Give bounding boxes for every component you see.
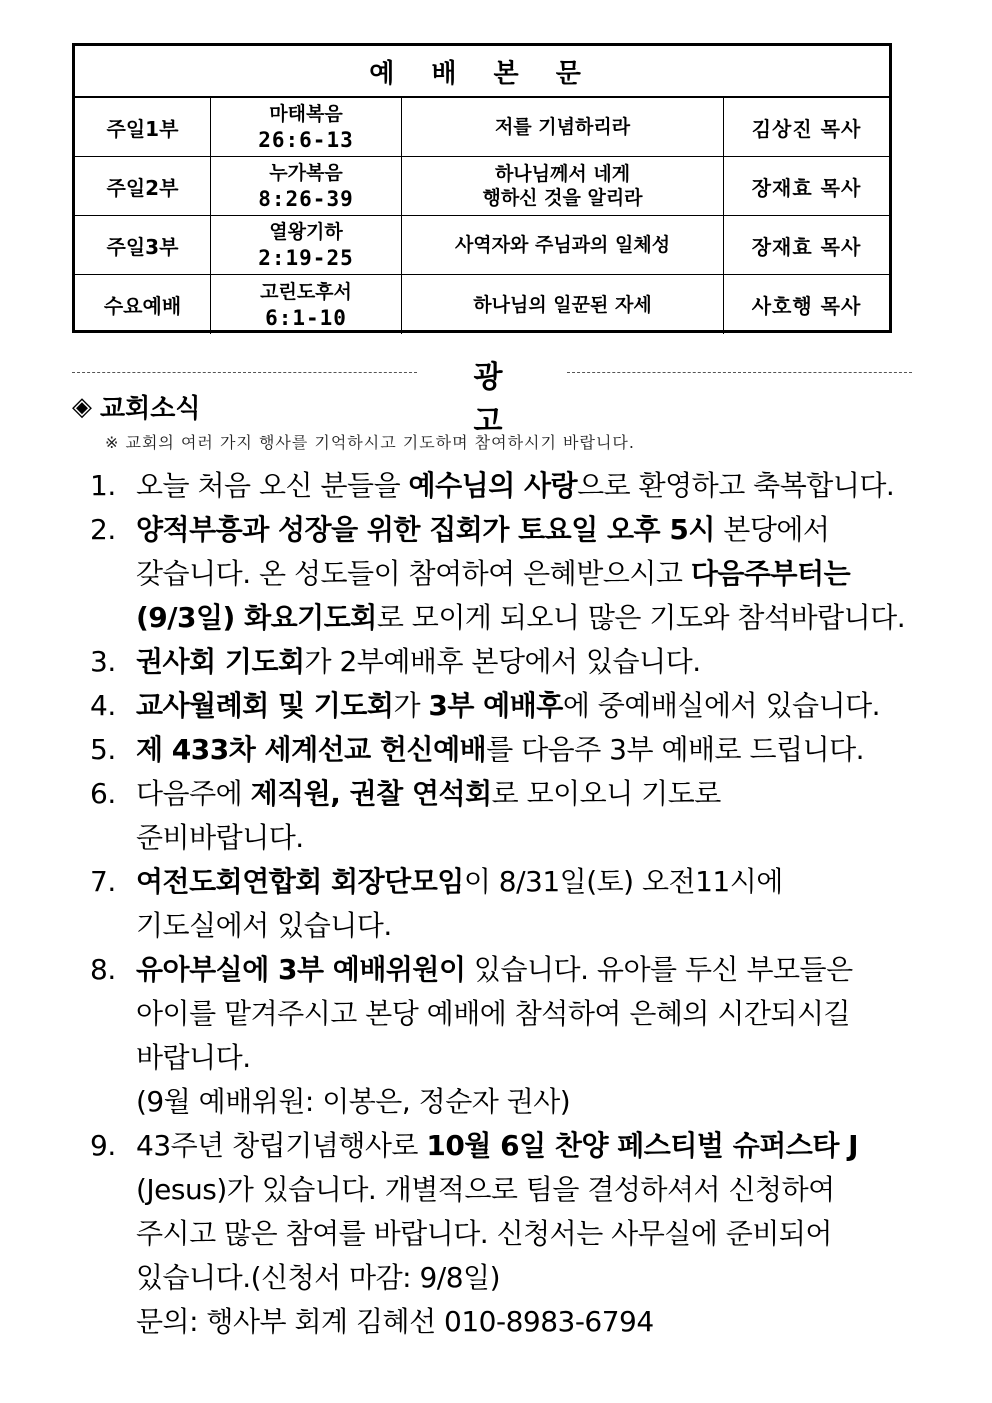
- scripture-book: 마태복음: [269, 103, 343, 125]
- item-line: [136, 552, 920, 596]
- item-line: [136, 1036, 920, 1080]
- item-text: [136, 684, 920, 728]
- sermon-title: [402, 216, 724, 274]
- emphasis-text: 양적부흥과 성장을 위한 집회가 토요일 오후 5시: [136, 513, 715, 546]
- sermon-title-line: 행하신 것을 알리라: [482, 187, 643, 209]
- scripture-book: 누가복음: [269, 162, 343, 184]
- list-item: [90, 684, 920, 728]
- plain-text: 준비바랍니다.: [136, 821, 304, 854]
- plain-text: 다음주에: [136, 777, 251, 810]
- announcement-title: 광 고: [473, 360, 531, 439]
- item-line: [136, 1256, 920, 1300]
- item-text: [136, 948, 920, 1124]
- item-number: 5.: [90, 733, 116, 766]
- sermon-title: [402, 98, 724, 156]
- item-line: [136, 1080, 920, 1124]
- emphasis-text: 제 433차 세계선교 헌신예배: [136, 733, 487, 766]
- scripture-verse: 26:6-13: [258, 128, 354, 152]
- item-text: [136, 640, 920, 684]
- sermon-title-line: 하나님께서 네게: [494, 163, 631, 185]
- item-line: [136, 948, 920, 992]
- plain-text: 기도실에서 있습니다.: [136, 909, 392, 942]
- section-note: ※ 교회의 여러 가지 행사를 기억하시고 기도하며 참여하시기 바랍니다.: [105, 433, 635, 452]
- service-name: 주일3부: [75, 216, 211, 274]
- item-number: 4.: [90, 689, 116, 722]
- item-line: [136, 1124, 920, 1168]
- list-item: [90, 772, 920, 860]
- item-line: [136, 464, 920, 508]
- plain-text: 로 모이오니 기도로: [491, 777, 721, 810]
- item-text: [136, 508, 920, 640]
- emphasis-text: 제직원, 권찰 연석회: [250, 777, 492, 810]
- item-text: [136, 1124, 920, 1344]
- table-row: [75, 98, 889, 157]
- list-item: [90, 464, 920, 508]
- preacher-name: 장재효 목사: [751, 234, 862, 259]
- plain-text: 가 2부예배후 본당에서 있습니다.: [304, 645, 701, 678]
- list-item: [90, 508, 920, 640]
- plain-text: 에 중예배실에서 있습니다.: [562, 689, 881, 722]
- item-line: [136, 1168, 920, 1212]
- service-name: 주일1부: [75, 98, 211, 156]
- service-name: 주일2부: [75, 157, 211, 215]
- plain-text: (Jesus)가 있습니다. 개별적으로 팀을 결성하셔서 신청하여: [136, 1173, 835, 1206]
- item-line: [136, 596, 920, 640]
- sermon-title-line: 사역자와 주님과의 일체성: [454, 234, 671, 256]
- scripture-book: 열왕기하: [269, 221, 343, 243]
- emphasis-text: 10월 6일 찬양 페스티벌 슈퍼스타 J: [426, 1129, 859, 1162]
- item-number: 6.: [90, 777, 116, 810]
- scripture-verse: 6:1-10: [265, 305, 347, 330]
- item-line: [136, 860, 920, 904]
- scripture-book: 고린도후서: [260, 280, 352, 303]
- plain-text: (9월 예배위원: 이봉은, 정순자 권사): [136, 1085, 571, 1118]
- item-number: 2.: [90, 513, 116, 546]
- plain-text: 를 다음주 3부 예배로 드립니다.: [486, 733, 865, 766]
- sermon-title: [402, 157, 724, 215]
- plain-text: 오늘 처음 오신 분들을: [136, 469, 409, 502]
- scripture-reference: [211, 98, 402, 156]
- item-line: [136, 728, 920, 772]
- emphasis-text: 교사월례회 및 기도회: [136, 689, 394, 722]
- scripture-reference: [211, 275, 402, 334]
- item-line: [136, 772, 920, 816]
- item-line: [136, 508, 920, 552]
- plain-text: 주시고 많은 참여를 바랍니다. 신청서는 사무실에 준비되어: [136, 1217, 832, 1250]
- item-line: [136, 684, 920, 728]
- scripture-verse: 2:19-25: [258, 246, 354, 270]
- item-line: [136, 640, 920, 684]
- list-item: [90, 948, 920, 1124]
- item-text: [136, 464, 920, 508]
- item-line: [136, 816, 920, 860]
- emphasis-text: 다음주부터는: [690, 557, 851, 590]
- plain-text: 본당에서: [714, 513, 830, 546]
- item-number: 1.: [90, 469, 116, 502]
- item-text: [136, 772, 920, 860]
- worship-table-title: 예 배 본 문: [75, 46, 889, 98]
- table-row: [75, 157, 889, 216]
- dashed-rule-right: [567, 372, 912, 373]
- announcement-list: [90, 464, 920, 1344]
- emphasis-text: (9/3일) 화요기도회: [136, 601, 377, 634]
- scripture-verse: 8:26-39: [258, 187, 354, 211]
- item-number: 8.: [90, 953, 116, 986]
- item-line: [136, 992, 920, 1036]
- section-title: 교회소식: [100, 394, 201, 424]
- plain-text: 바랍니다.: [136, 1041, 251, 1074]
- worship-table: [72, 43, 892, 333]
- sermon-title-line: 하나님의 일꾼된 자세: [473, 293, 652, 316]
- item-number: 9.: [90, 1129, 116, 1162]
- item-number: 7.: [90, 865, 116, 898]
- preacher-name: 김상진 목사: [751, 116, 862, 141]
- item-line: [136, 1212, 920, 1256]
- emphasis-text: 권사회 기도회: [136, 645, 305, 678]
- preacher-name: 장재효 목사: [751, 175, 862, 200]
- plain-text: 가: [393, 689, 429, 722]
- plain-text: 으로 환영하고 축복합니다.: [577, 469, 895, 502]
- emphasis-text: 유아부실에 3부 예배위원이: [136, 953, 466, 986]
- list-item: [90, 860, 920, 948]
- dashed-rule-left: [72, 372, 417, 373]
- list-item: [90, 728, 920, 772]
- plain-text: 43주년 창립기념행사로: [136, 1129, 427, 1162]
- sermon-title-line: 저를 기념하리라: [494, 116, 631, 138]
- item-line: [136, 904, 920, 948]
- table-row: [75, 275, 889, 334]
- list-item: [90, 1124, 920, 1344]
- diamond-icon: ◈: [72, 391, 92, 422]
- emphasis-text: 여전도회연합회 회장단모임: [136, 865, 464, 898]
- list-item: [90, 640, 920, 684]
- plain-text: 갖습니다. 온 성도들이 참여하여 은혜받으시고: [136, 557, 691, 590]
- item-text: [136, 728, 920, 772]
- scripture-reference: [211, 216, 402, 274]
- sermon-title: [402, 275, 724, 334]
- table-row: [75, 216, 889, 275]
- plain-text: 로 모이게 되오니 많은 기도와 참석바랍니다.: [376, 601, 906, 634]
- plain-text: 있습니다. 유아를 두신 부모들은: [465, 953, 853, 986]
- section-heading: [72, 388, 200, 425]
- emphasis-text: 예수님의 사랑: [408, 469, 578, 502]
- item-number: 3.: [90, 645, 116, 678]
- preacher-name: 사호행 목사: [751, 294, 862, 318]
- plain-text: 문의: 행사부 회계 김혜선 010-8983-6794: [136, 1305, 654, 1338]
- service-name: 수요예배: [75, 275, 211, 334]
- plain-text: 있습니다.(신청서 마감: 9/8일): [136, 1261, 501, 1294]
- item-text: [136, 860, 920, 948]
- item-line: [136, 1300, 920, 1344]
- plain-text: 아이를 맡겨주시고 본당 예배에 참석하여 은혜의 시간되시길: [136, 997, 851, 1030]
- emphasis-text: 3부 예배후: [428, 689, 563, 722]
- plain-text: 이 8/31일(토) 오전11시에: [463, 865, 783, 898]
- scripture-reference: [211, 157, 402, 215]
